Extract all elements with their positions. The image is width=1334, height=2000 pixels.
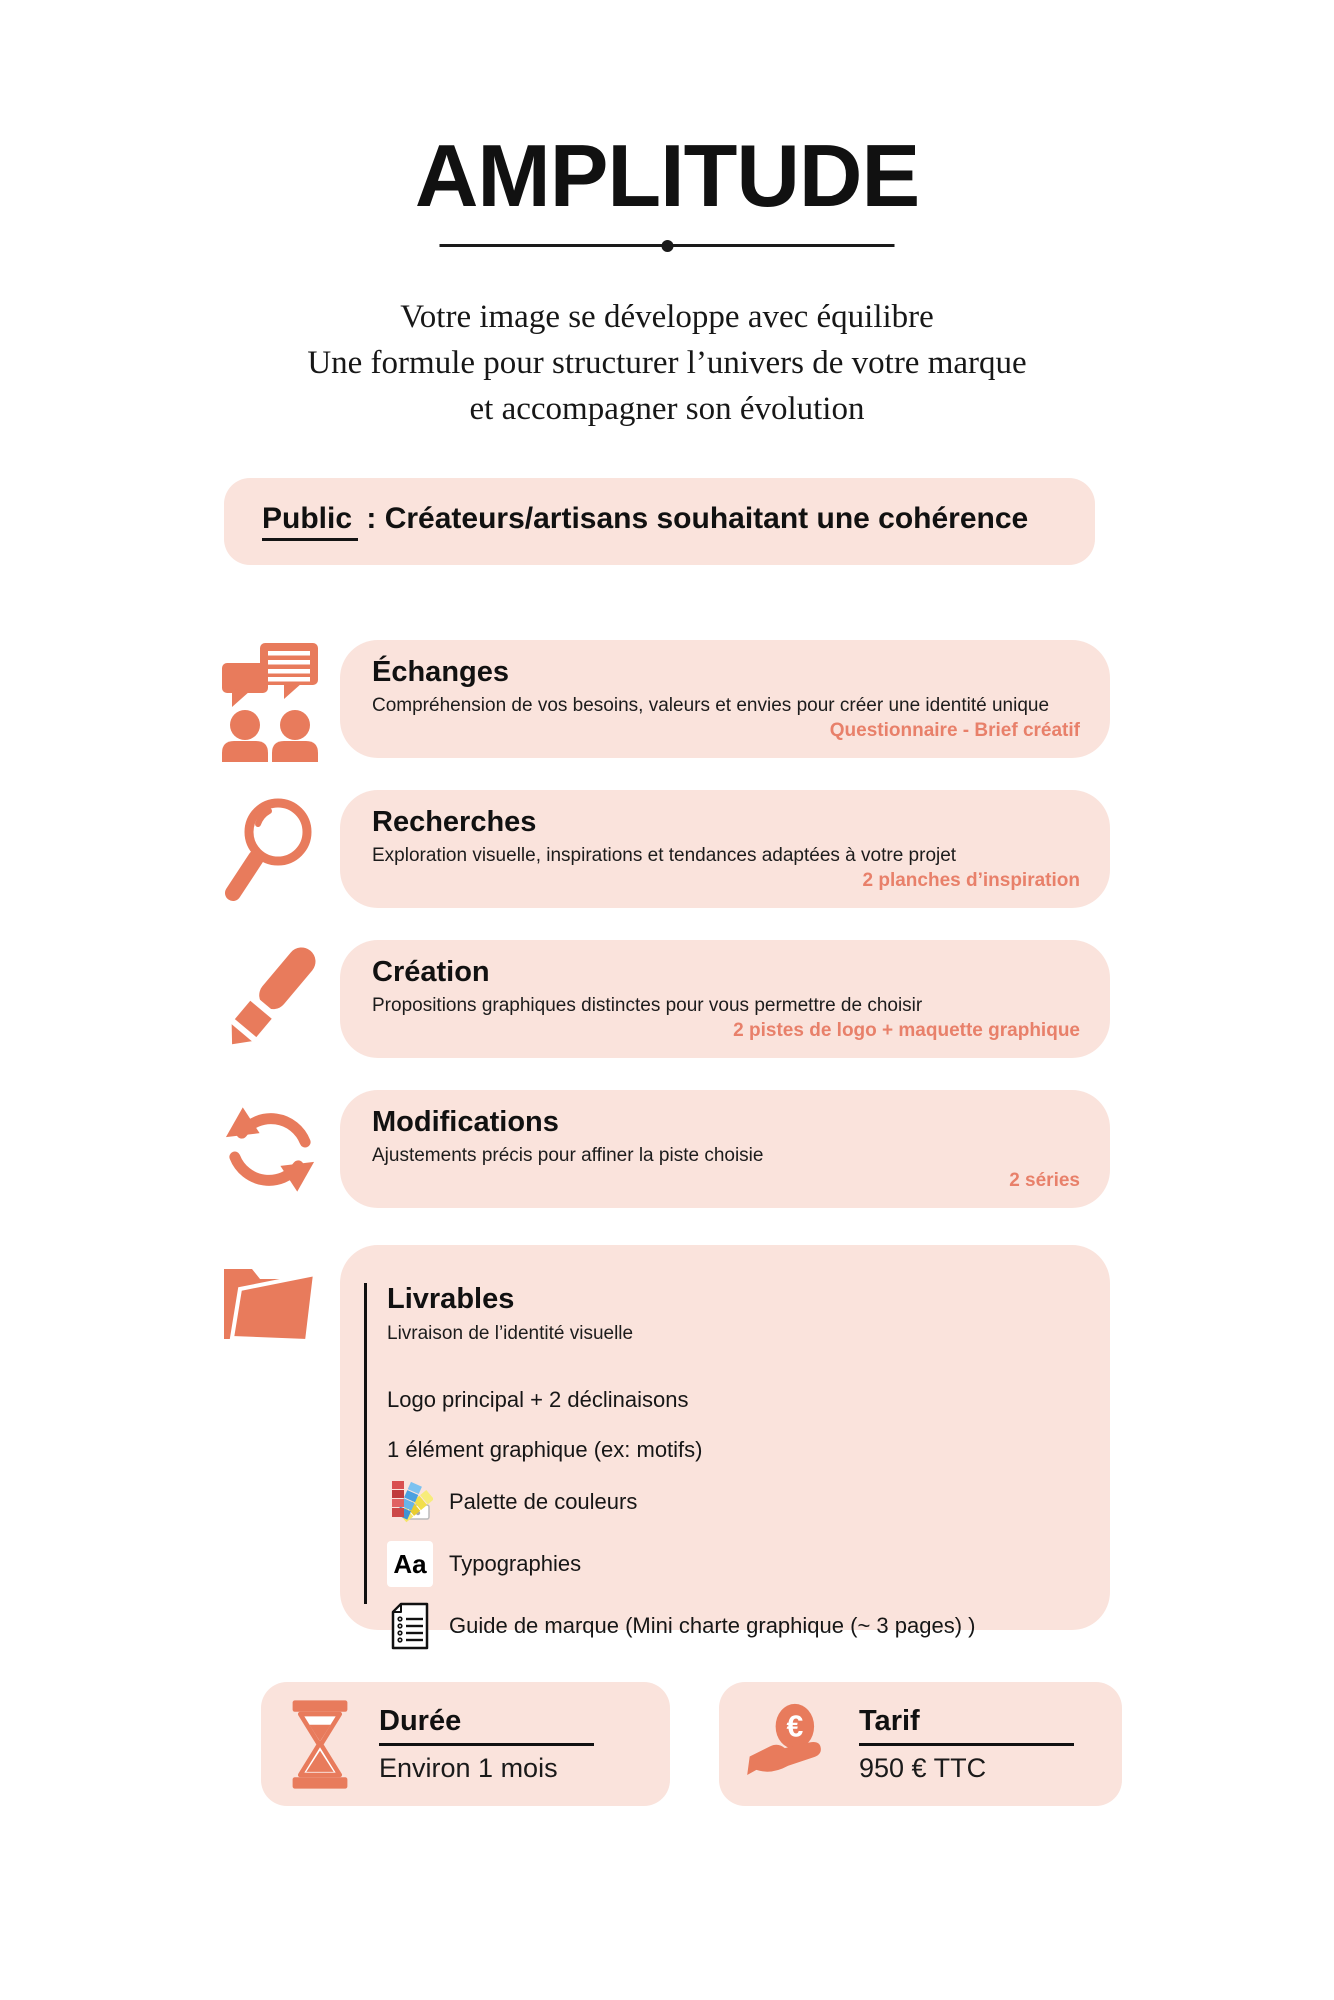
step-title: Création — [372, 956, 490, 988]
step-card-modifications — [340, 1090, 1110, 1208]
step-note: Questionnaire - Brief créatif — [829, 719, 1080, 741]
duration-value: Environ 1 mois — [379, 1752, 558, 1783]
step-note: 2 pistes de logo + maquette graphique — [733, 1019, 1080, 1041]
chat-people-icon — [218, 640, 322, 758]
step-row-modifications — [0, 1090, 1334, 1208]
deliverables-content — [364, 1283, 1080, 1638]
deliverable-item-label: Guide de marque (Mini charte graphique (~ 3 pages) ) — [449, 1613, 976, 1638]
subtitle-line: et accompagner son évolution — [469, 391, 865, 427]
step-card-recherches — [340, 790, 1110, 908]
color-palette-icon — [387, 1479, 433, 1525]
price-card — [719, 1682, 1122, 1806]
sync-arrows-icon — [218, 1090, 322, 1208]
hourglass-icon — [285, 1697, 355, 1792]
document-icon — [387, 1603, 433, 1649]
page-subtitle — [0, 294, 1334, 432]
pencil-icon — [218, 940, 322, 1058]
page-title: AMPLITUDE — [414, 126, 920, 225]
deliverable-item-palette — [387, 1479, 1080, 1525]
deliverables-section — [0, 1245, 1334, 1638]
price-label: Tarif — [859, 1704, 920, 1737]
step-description: Propositions graphiques distinctes pour vous permettre de choisir — [372, 994, 923, 1016]
deliverable-item-label: Typographies — [449, 1551, 582, 1576]
duration-card — [261, 1682, 670, 1806]
subtitle-line: Votre image se développe avec équilibre — [400, 299, 934, 335]
duration-text — [379, 1705, 594, 1784]
step-row-recherches — [0, 790, 1334, 908]
deliverable-item: Logo principal + 2 déclinaisons — [387, 1387, 689, 1412]
deliverables-title: Livrables — [387, 1283, 515, 1315]
typography-icon-text: Aa — [387, 1541, 433, 1587]
deliverables-card — [340, 1245, 1110, 1638]
step-card-echanges — [340, 640, 1110, 758]
step-description: Compréhension de vos besoins, valeurs et envies pour créer une identité unique — [372, 694, 1050, 716]
divider-line-with-dot — [440, 244, 895, 247]
subtitle-line: Une formule pour structurer l’univers de votre marque — [307, 345, 1027, 381]
svg-text:€: € — [786, 1710, 804, 1744]
folder-icon — [218, 1255, 322, 1351]
step-row-echanges — [0, 640, 1334, 758]
price-text — [859, 1705, 1074, 1784]
step-row-creation — [0, 940, 1334, 1058]
public-text: Créateurs/artisans souhaitant une cohérence — [384, 502, 1029, 535]
step-description: Exploration visuelle, inspirations et tendances adaptées à votre projet — [372, 844, 957, 866]
price-label-underline — [859, 1705, 1074, 1746]
deliverables-subtitle: Livraison de l’identité visuelle — [387, 1323, 634, 1344]
price-value: 950 € TTC — [859, 1752, 987, 1783]
step-note: 2 planches d’inspiration — [862, 869, 1080, 891]
typography-icon — [387, 1541, 433, 1587]
public-label: Public — [262, 502, 358, 541]
step-title: Recherches — [372, 806, 537, 838]
euro-hand-icon — [743, 1698, 835, 1790]
step-title: Modifications — [372, 1106, 559, 1138]
magnifier-icon — [218, 790, 322, 908]
public-separator: : — [358, 502, 385, 535]
deliverable-item-label: Palette de couleurs — [449, 1489, 638, 1514]
step-note: 2 séries — [1009, 1169, 1080, 1191]
deliverable-item-typographies — [387, 1541, 1080, 1587]
step-description: Ajustements précis pour affiner la piste choisie — [372, 1144, 764, 1166]
deliverable-item: 1 élément graphique (ex: motifs) — [387, 1437, 703, 1462]
duration-label-underline — [379, 1705, 594, 1746]
duration-label: Durée — [379, 1704, 462, 1737]
step-card-creation — [340, 940, 1110, 1058]
step-title: Échanges — [372, 656, 509, 688]
public-banner — [224, 478, 1095, 565]
deliverable-item-brand-guide — [387, 1603, 1080, 1649]
